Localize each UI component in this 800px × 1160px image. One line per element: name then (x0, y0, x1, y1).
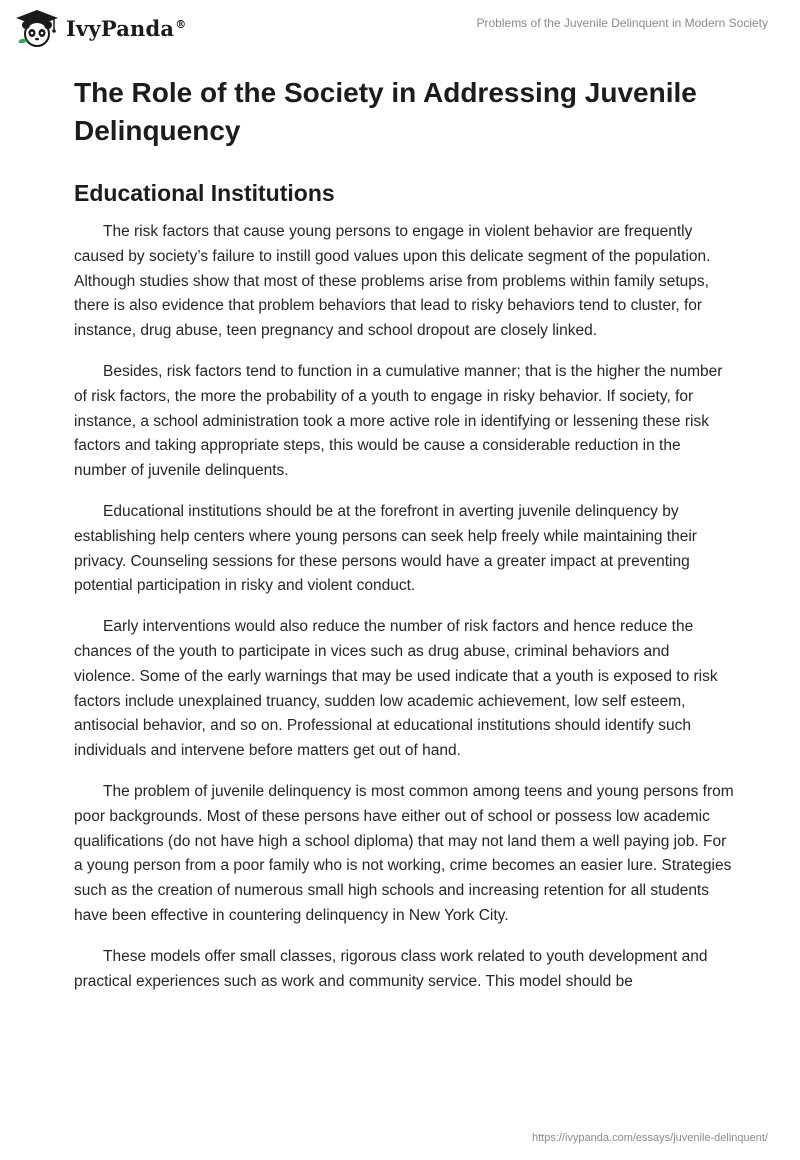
paragraph: These models offer small classes, rigorous class work related to youth development and practical experiences such as work and community service. This model should be (74, 947, 708, 990)
document-title: Problems of the Juvenile Delinquent in Modern Society (476, 16, 768, 30)
article-body (74, 74, 734, 1010)
page-header (0, 0, 800, 60)
paragraph: Educational institutions should be at the forefront in averting juvenile delinquency by establishing help centers where young persons can seek help freely while maintaining their privacy. Counseling sessions for these persons would have a greater impact at preventing potential participation in risky and violent conduct. (74, 502, 697, 595)
paragraph: The problem of juvenile delinquency is most common among teens and young persons from poor backgrounds. Most of these persons have either out of school or possess low academic qualifications (do not have high a school diploma) that may not land them a well paying job. For a young person from a poor family who is not working, crime becomes an easier lure. Strategies such as the creation of numerous small high schools and increasing retention for all students have been effective in countering delinquency in New York City. (74, 782, 734, 924)
source-url-link[interactable]: https://ivypanda.com/essays/juvenile-delinquent/ (531, 1132, 768, 1144)
logo-text: IvyPanda (66, 15, 175, 41)
paragraph: Besides, risk factors tend to function in a cumulative manner; that is the higher the number of risk factors, the more the probability of a youth to engage in risky behavior. If society, for instance, a school administration took a more active role in identifying or lessening these risk factors and taking appropriate steps, this would be cause a considerable reduction in the number of juvenile delinquents. (74, 362, 723, 480)
panda-graduate-icon (14, 8, 60, 48)
ivypanda-logo[interactable] (14, 8, 186, 48)
section-heading: Educational Institutions (74, 180, 335, 206)
registered-mark: ® (175, 17, 187, 31)
paragraph: Early interventions would also reduce the number of risk factors and hence reduce the chances of the youth to participate in vices such as drug abuse, criminal behaviors and violence. Some of the early warnings that may be used indicate that a youth is exposed to risk factors include unexplained truancy, sudden low academic achievement, low self esteem, antisocial behavior, and so on. Professional at educational institutions should identify such individuals and intervene before matters get out of hand. (74, 618, 718, 760)
article-title: The Role of the Society in Addressing Juvenile Delinquency (74, 77, 697, 146)
paragraph: The risk factors that cause young persons to engage in violent behavior are frequently caused by society’s failure to instill good values upon this delicate segment of the population. Although studies show that most of these problems arise from problems within family setups, there is also evidence that problem behaviors that lead to risky behaviors tend to cluster, for instance, drug abuse, teen pregnancy and school dropout are closely linked. (74, 223, 711, 340)
logo-wordmark (66, 16, 186, 41)
